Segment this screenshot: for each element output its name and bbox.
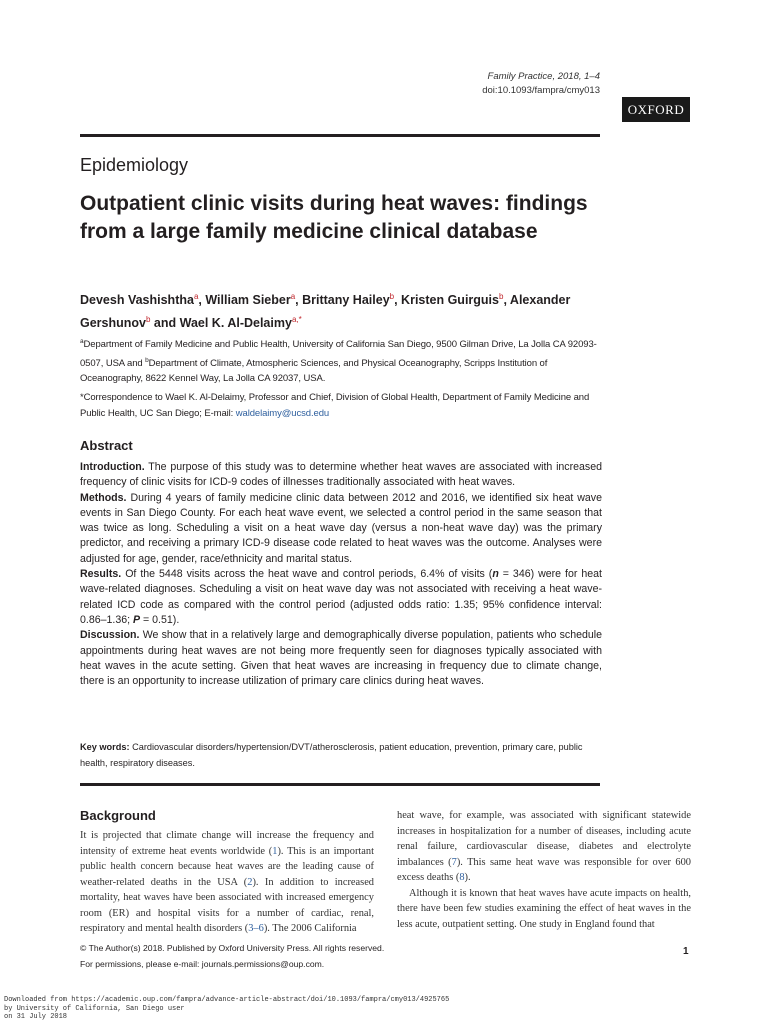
results-text-c: = 0.51). (140, 613, 180, 626)
download-stamp (4, 996, 449, 1022)
background-heading: Background (80, 808, 156, 823)
affiliation-b-marker: b (145, 356, 149, 364)
section-label: Epidemiology (80, 155, 189, 175)
author-affiliation-marker: a (290, 292, 296, 301)
author-name: Devesh Vashishtha (80, 293, 194, 308)
affiliation-a-marker: a (80, 338, 84, 345)
abstract-body (80, 460, 602, 689)
article-title: Outpatient clinic visits during heat waves: findings from a large family medicine clinical database (80, 192, 588, 243)
affiliations (80, 334, 605, 387)
copyright-line: © The Author(s) 2018. Published by Oxford University Press. All rights reserved. (80, 943, 385, 953)
author-name: Alexander Gershunov (80, 293, 571, 331)
discussion-text: We show that in a relatively large and demographically diverse population, patients who schedule appointments during heat waves are not being more frequently seen for diagnoses typically associated with heat waves in the acute setting. Given that heat waves are increasing in frequency due to climate change, there is an opportunity to increase utilization of primary care clinics during heat waves. (80, 629, 602, 688)
correspondence (80, 390, 605, 421)
text-run: ). (464, 872, 471, 883)
abstract-rule (80, 783, 600, 786)
author-name: Brittany Hailey (302, 293, 390, 308)
keywords-text: Cardiovascular disorders/hypertension/DVT/atherosclerosis, patient education, prevention, primary care, public health, respiratory diseases. (80, 742, 583, 768)
header-rule (80, 134, 600, 137)
author-separator: , (503, 293, 510, 308)
results-n: n (492, 568, 499, 581)
doi-line: doi:10.1093/fampra/cmy013 (482, 85, 600, 96)
journal-line: Family Practice, 2018, 1–4 (487, 71, 600, 82)
author-separator: , (295, 293, 303, 308)
journal-citation (482, 70, 600, 98)
results-p: P (133, 613, 141, 626)
author-name: Wael K. Al-Delaimy (179, 316, 292, 331)
author-affiliation-marker: a,* (291, 315, 302, 325)
author-affiliation-marker: b (498, 292, 504, 301)
author-list (80, 287, 600, 333)
correspondence-email-link[interactable]: waldelaimy@ucsd.edu (235, 407, 330, 419)
text-run: ). This is an important public health concern because heat waves are the leading cause of weather-related deaths in the USA ( (80, 845, 374, 888)
body-column-right (397, 808, 691, 932)
author-affiliation-marker: b (146, 315, 151, 325)
methods-label: Methods. (80, 491, 127, 504)
keywords (80, 740, 600, 771)
results-text-b: = 346) were for heat wave-related diagnoses. Scheduling a visit on heat wave day was not associated with receiving a heat wave-related ICD code as compared with the control period (adjusted odds ratio: 1.35; 95% confidence interval: 0.86–1.36; (80, 568, 602, 626)
text-run: ). This same heat wave was responsible for over 600 excess deaths ( (397, 856, 692, 883)
author-name: William Sieber (205, 293, 291, 308)
citation-link[interactable]: 3–6 (248, 923, 264, 934)
permissions-line: For permissions, please e-mail: journals.permissions@oup.com. (80, 959, 325, 969)
copyright-notice (80, 940, 384, 972)
text-run: ). In addition to increased mortality, heat waves have been associated with increased emergency room (ER) and hospital visits for a number of cardiac, renal, respiratory and mental health disorders ( (80, 876, 375, 934)
oxford-logo: OXFORD (622, 97, 690, 122)
citation-link[interactable]: 2 (247, 876, 253, 888)
methods-text: During 4 years of family medicine clinic data between 2012 and 2016, we identified six heat wave events in San Diego County. For each heat wave event, we selected a control period in the same season that was twice as long. Scheduling a visit on a heat wave day (versus a non-heat wave day) was the primary predictor, and receiving a primary ICD-9 disease code related to heat waves was the outcome. Analyses were adjusted for age, gender, race/ethnicity and marital status. (80, 491, 602, 565)
author-affiliation-marker: a (193, 292, 199, 301)
download-line: on 31 July 2018 (4, 1013, 68, 1021)
results-text-a: Of the 5448 visits across the heat wave and control periods, 6.4% of visits ( (121, 568, 493, 581)
introduction-label: Introduction. (80, 461, 145, 473)
correspondence-text: *Correspondence to Wael K. Al-Delaimy, Professor and Chief, Division of Global Health, Department of Family Medicine and Public Health, UC San Diego; E-mail: (80, 392, 590, 419)
body-column-left (80, 828, 374, 937)
author-separator: , (198, 293, 206, 308)
results-label: Results. (80, 568, 122, 581)
author-separator: and (150, 316, 180, 331)
download-line: Downloaded from https://academic.oup.com/fampra/advance-article-abstract/doi/10.1093/fampra/cmy013/4925765 (4, 996, 450, 1004)
background-paragraph-1 (80, 828, 374, 937)
text-run: ). The 2006 California (263, 923, 357, 934)
author-name: Kristen Guirguis (401, 293, 499, 308)
discussion-label: Discussion. (80, 629, 140, 642)
abstract-introduction (80, 460, 602, 491)
author-affiliation-marker: b (389, 292, 395, 301)
background-paragraph-2: Although it is known that heat waves have acute impacts on health, there have been few studies examining the effect of heat waves in the less acute, outpatient setting. One study in England found that (397, 887, 691, 930)
author-separator: , (394, 293, 402, 308)
citation-link[interactable]: 1 (272, 845, 278, 857)
abstract-heading: Abstract (80, 438, 133, 453)
abstract-discussion (80, 628, 602, 689)
page-number: 1 (683, 946, 689, 957)
abstract-results (80, 567, 602, 628)
affiliation-a: Department of Family Medicine and Public Health, University of California San Diego, 9500 Gilman Drive, La Jolla CA 92093-0507, USA and (80, 339, 597, 369)
text-run: It is projected that climate change will increase the frequency and intensity of extreme heat events worldwide ( (80, 830, 374, 857)
affiliation-b: Department of Climate, Atmospheric Sciences, and Physical Oceanography, Scripps Institution of Oceanography, 8622 Kennel Way, La Jolla CA 92037, USA. (80, 357, 548, 385)
citation-link[interactable]: 7 (451, 856, 457, 868)
download-line: by University of California, San Diego user (4, 1004, 185, 1013)
abstract-methods (80, 491, 602, 567)
keywords-label: Key words: (80, 742, 130, 752)
citation-link[interactable]: 8 (459, 872, 465, 883)
introduction-text: The purpose of this study was to determine whether heat waves are associated with increased frequency of clinic visits for ICD-9 codes of illnesses traditionally associated with heat waves. (80, 461, 602, 489)
background-paragraph-1-cont (397, 808, 691, 886)
text-run: heat wave, for example, was associated with significant statewide increases in hospitalization for a number of diseases, including acute renal failure, cardiovascular disease, diabetes and electrolyte imbalances ( (397, 810, 691, 868)
